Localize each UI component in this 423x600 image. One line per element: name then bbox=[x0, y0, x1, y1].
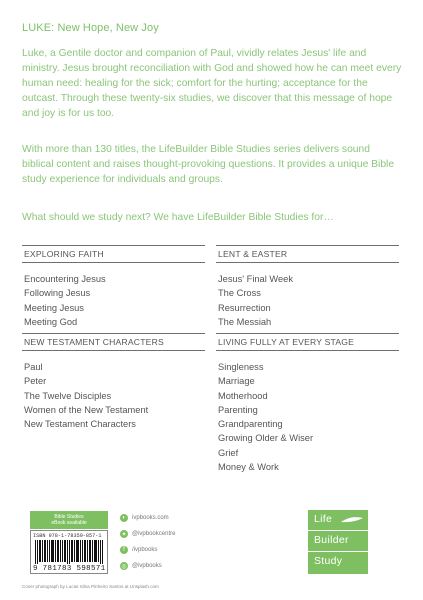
twitter-link[interactable] bbox=[120, 530, 175, 538]
list-item: Grandparenting bbox=[218, 419, 283, 430]
list-item: Meeting God bbox=[24, 316, 78, 327]
section-heading: LENT & EASTER bbox=[216, 245, 399, 263]
section-exploring-faith bbox=[22, 245, 205, 329]
photo-credit: Cover photograph by Lucas Silva Pinheiro Santos at Unsplash.com bbox=[22, 584, 159, 589]
barcode-box bbox=[30, 530, 108, 574]
logo-line: Study bbox=[314, 555, 343, 567]
logo-line: Builder bbox=[314, 534, 349, 546]
list-item: New Testament Characters bbox=[24, 419, 136, 430]
list-item: Money & Work bbox=[218, 462, 279, 473]
list-item: Meeting Jesus bbox=[24, 302, 84, 313]
list-item: Following Jesus bbox=[24, 288, 91, 299]
section-new-testament-characters bbox=[22, 333, 205, 431]
section-heading: LIVING FULLY AT EVERY STAGE bbox=[216, 333, 399, 351]
social-text: ivpbooks.com bbox=[132, 515, 169, 521]
facebook-link[interactable] bbox=[120, 546, 157, 554]
list-item: Motherhood bbox=[218, 390, 268, 401]
twitter-icon: ✦ bbox=[121, 531, 127, 538]
list-item: Encountering Jesus bbox=[24, 274, 106, 284]
list-item: Singleness bbox=[218, 362, 264, 372]
facebook-icon: f bbox=[120, 546, 128, 554]
section-heading: NEW TESTAMENT CHARACTERS bbox=[22, 333, 205, 351]
list-item: Growing Older & Wiser bbox=[218, 433, 314, 444]
category-line: Bible Studies bbox=[54, 514, 84, 520]
next-study-paragraph: What should we study next? We have LifeBuilder Bible Studies for… bbox=[22, 212, 334, 223]
category-label bbox=[30, 511, 108, 529]
description-paragraph: Luke, a Gentile doctor and companion of Paul, vividly relates Jesus' life and ministry. Jesus brought reconciliation with God and showed how he can meet every human need: healing for the sick; comfort for the hurting; acceptance for the outcast. Through these twenty-six studies, we discover that this message of hope and joy is for us too. bbox=[22, 48, 402, 119]
list-item: The Twelve Disciples bbox=[24, 390, 112, 401]
section-lent-easter bbox=[216, 245, 399, 329]
list-item: Jesus' Final Week bbox=[218, 274, 293, 284]
list-item: Parenting bbox=[218, 404, 258, 415]
lifebuilder-logo bbox=[308, 510, 368, 574]
list-item: Marriage bbox=[218, 376, 255, 387]
barcode-number: 9 781783 598571 bbox=[33, 565, 106, 573]
logo-divider bbox=[308, 530, 368, 531]
instagram-icon: ◎ bbox=[121, 563, 127, 570]
web-icon: ◐ bbox=[120, 514, 128, 522]
list-item: Resurrection bbox=[218, 302, 271, 313]
section-heading: EXPLORING FAITH bbox=[22, 245, 205, 263]
barcode bbox=[34, 540, 104, 566]
list-item: Grief bbox=[218, 447, 239, 458]
logo-divider bbox=[308, 551, 368, 552]
list-item: Women of the New Testament bbox=[24, 404, 149, 415]
social-text: @ivpbooks bbox=[132, 563, 162, 569]
leaf-icon bbox=[341, 517, 363, 523]
web-link[interactable] bbox=[120, 514, 169, 522]
section-living-fully bbox=[216, 333, 399, 474]
ebook-line: eBook available bbox=[51, 520, 87, 526]
instagram-link[interactable] bbox=[120, 562, 162, 570]
series-paragraph: With more than 130 titles, the LifeBuilder Bible Studies series delivers sound biblical content and raises thought-provoking questions. It provides a unique Bible study experience for individuals and groups. bbox=[22, 144, 395, 185]
list-item: The Cross bbox=[218, 288, 261, 299]
list-item: Peter bbox=[24, 376, 47, 387]
social-text: @ivpbookcentre bbox=[132, 531, 176, 537]
isbn-text: ISBN 978-1-78359-857-1 bbox=[33, 533, 102, 539]
list-item: Paul bbox=[24, 362, 43, 372]
list-item: The Messiah bbox=[218, 316, 272, 327]
social-text: /ivpbooks bbox=[132, 547, 158, 553]
logo-line: Life bbox=[314, 513, 333, 525]
book-title: LUKE: New Hope, New Joy bbox=[22, 22, 159, 34]
